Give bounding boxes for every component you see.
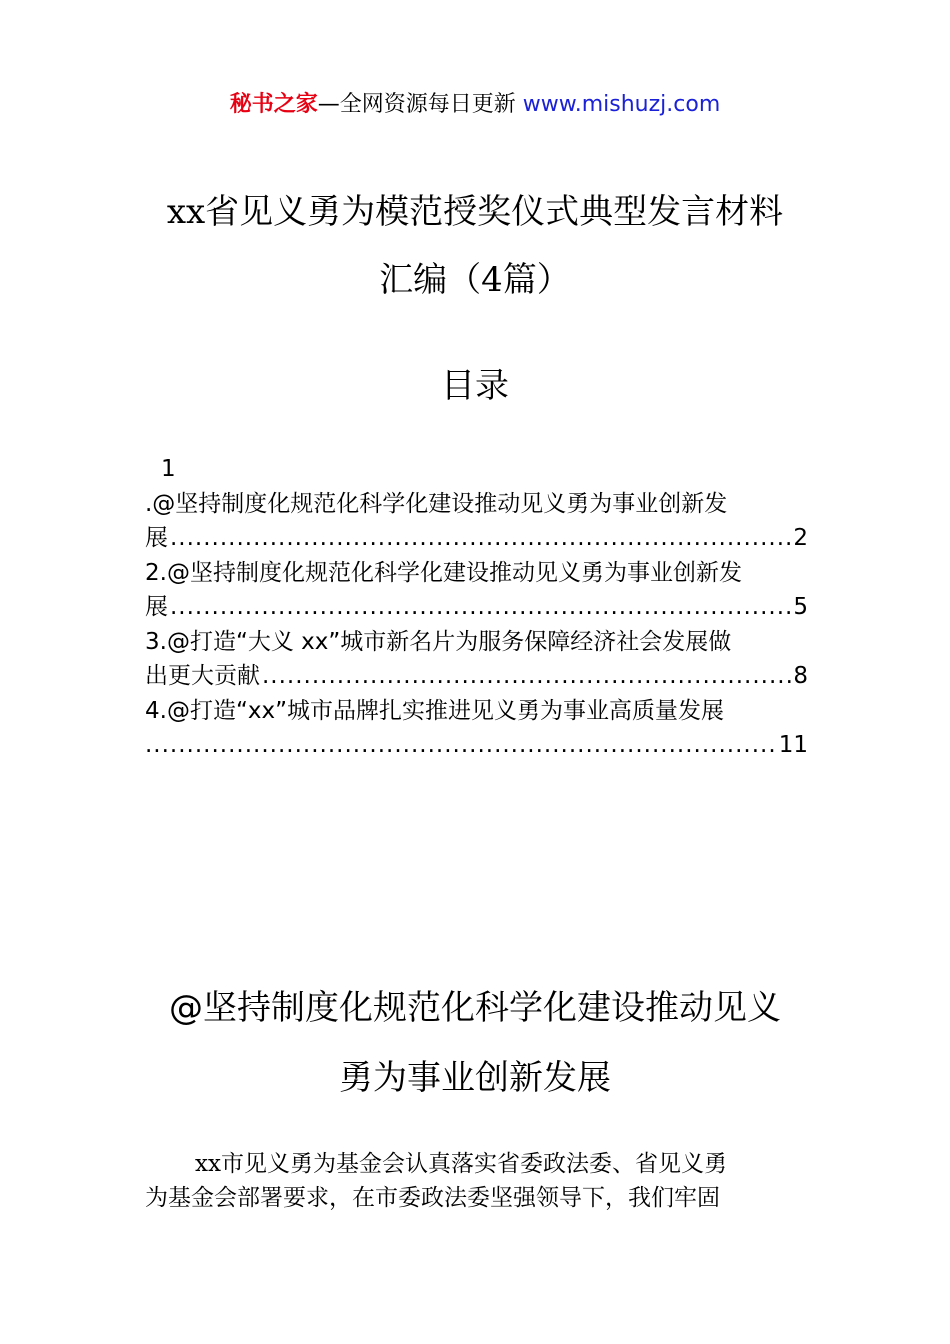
title-line2-a: 汇编（ [379, 260, 482, 300]
toc-entry-1-number [145, 452, 808, 487]
toc-entry-title: 3.@打造“大义 xx”城市新名片为服务保障经济社会发展做 [145, 628, 732, 655]
toc-page-number: 11 [778, 732, 808, 758]
toc-page-number: 2 [793, 525, 808, 551]
toc-leader-dots [262, 659, 791, 694]
title-rest: 省见义勇为模范授奖仪式典型发言材料 [205, 192, 784, 232]
toc-entry-4-line1[interactable] [145, 694, 808, 729]
site-header [0, 90, 950, 120]
toc-entry-title-cont: 出更大贡献 [145, 663, 260, 689]
site-tagline: —全网资源每日更新 [317, 92, 523, 117]
document-title-line2 [0, 258, 950, 302]
table-of-contents [145, 452, 808, 763]
toc-leader-dots [170, 521, 791, 556]
toc-entry-title: .@坚持制度化规范化科学化建设推动见义勇为事业创新发 [145, 490, 728, 517]
toc-entry-title-cont: 展 [145, 525, 168, 551]
section-title-line2: 勇为事业创新发展 [339, 1058, 611, 1098]
toc-entry-title: 4.@打造“xx”城市品牌扎实推进见义勇为事业高质量发展 [145, 697, 724, 724]
toc-entry-number: 1 [161, 456, 176, 482]
body-paragraph-line2: 为基金会部署要求，在市委政法委坚强领导下，我们牢固 [145, 1185, 720, 1211]
title-count: 4 [481, 260, 503, 300]
title-prefix: xx [166, 192, 206, 232]
site-url-link[interactable]: www.mishuzj.com [522, 92, 721, 117]
toc-leader-dots [170, 590, 791, 625]
toc-entry-2-line2[interactable] [145, 590, 808, 625]
toc-entry-1-line1[interactable] [145, 487, 808, 522]
toc-entry-3-line2[interactable] [145, 659, 808, 694]
document-title-line1 [0, 190, 950, 234]
toc-leader-dots [145, 728, 777, 763]
toc-heading: 目录 [441, 366, 509, 406]
toc-page-number: 8 [793, 663, 808, 689]
toc-entry-2-line1[interactable] [145, 556, 808, 591]
body-text: 市见义勇为基金会认真落实省委政法委、省见义勇 [220, 1151, 727, 1177]
site-brand: 秘书之家 [229, 92, 318, 117]
body-prefix: xx [195, 1151, 221, 1177]
toc-entry-title: 2.@坚持制度化规范化科学化建设推动见义勇为事业创新发 [145, 559, 742, 586]
toc-entry-1-line2[interactable] [145, 521, 808, 556]
toc-page-number: 5 [793, 594, 808, 620]
section-title-line1: @坚持制度化规范化科学化建设推动见义 [169, 988, 781, 1028]
toc-entry-title-cont: 展 [145, 594, 168, 620]
toc-entry-3-line1[interactable] [145, 625, 808, 660]
toc-entry-4-line2[interactable] [145, 728, 808, 763]
title-line2-b: 篇） [502, 260, 571, 300]
body-paragraph-line1 [145, 1146, 808, 1182]
